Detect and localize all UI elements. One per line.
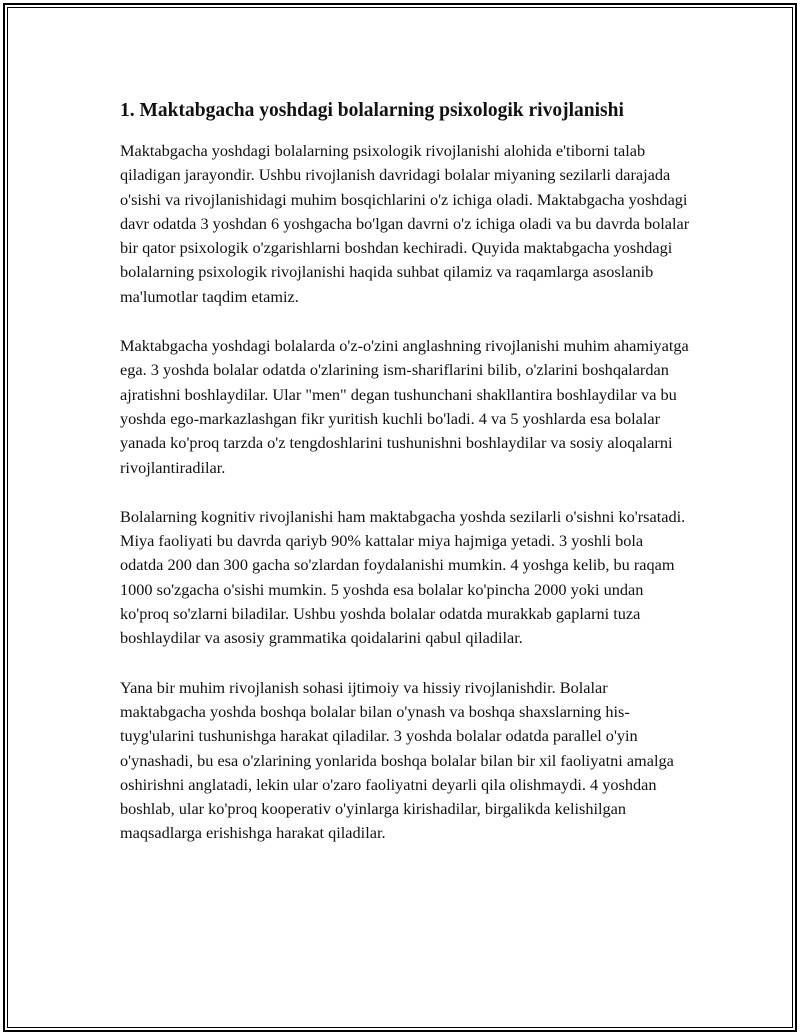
paragraph-cognitive: Bolalarning kognitiv rivojlanishi ham maktabgacha yoshda sezilarli o'sishni ko'rsatadi. Miya faoliyati bu davrda qariyb 90% kattalar miya hajmiga yetadi. 3 yoshli bola odatda 200 dan 300 gacha so'zlardan foydalanishi mumkin. 4 yoshga kelib, bu raqam 1000 so'zgacha o'sishi mumkin. 5 yoshda esa bolalar ko'pincha 2000 yoki undan ko'proq so'zlarni biladilar. Ushbu yoshda bolalar odatda murakkab gaplarni tuza boshlaydilar va asosiy grammatika qoidalarini qabul qiladilar. xyxy=(120,506,686,648)
paragraph-intro: Maktabgacha yoshdagi bolalarning psixologik rivojlanishi alohida e'tiborni talab qiladigan jarayondir. Ushbu rivojlanish davridagi bolalar miyaning sezilarli darajada o'sishi va rivojlanishidagi muhim bosqichlarini o'z ichiga oladi. Maktabgacha yoshdagi davr odatda 3 yoshdan 6 yoshgacha bo'lgan davrni o'z ichiga oladi va bu davrda bolalar bir qator psixologik o'zgarishlarni boshdan kechiradi. Quyida maktabgacha yoshdagi bolalarning psixologik rivojlanishi haqida suhbat qilamiz va raqamlarga asoslanib ma'lumotlar taqdim etamiz. xyxy=(120,141,690,306)
paragraph-social-emotional: Yana bir muhim rivojlanish sohasi ijtimoiy va hissiy rivojlanishdir. Bolalar maktabgacha yoshda boshqa bolalar bilan o'ynash va boshqa shaxslarning his-tuyg'ularini tushunishga harakat qiladilar. 3 yoshda bolalar odatda parallel o'yin o'ynashadi, bu esa o'zlarining yonlarida boshqa bolalar bilan bir xil faoliyatni amalga oshirishni anglatadi, lekin ular o'zaro faoliyatni deyarli qila olishmaydi. 4 yoshdan boshlab, ular ko'proq kooperativ o'yinlarga kirishadilar, birgalikda kelishilgan maqsadlarga erishishga harakat qiladilar. xyxy=(120,677,674,843)
document-page xyxy=(3,3,797,1032)
paragraph-self-awareness: Maktabgacha yoshdagi bolalarda o'z-o'zini anglashning rivojlanishi muhim ahamiyatga ega. 3 yoshda bolalar odatda o'zlarining ism-shariflarini bilib, o'zlarini boshqalardan ajratishni boshlaydilar. Ular "men" degan tushunchani shakllantira boshlaydilar va bu yoshda ego-markazlashgan fikr yuritish kuchli bo'ladi. 4 va 5 yoshlarda esa bolalar yanada ko'proq tarzda o'z tengdoshlarini tushunishni boshlaydilar va sosiy aloqalarni rivojlantiradilar. xyxy=(120,336,689,477)
document-title: 1. Maktabgacha yoshdagi bolalarning psixologik rivojlanishi xyxy=(120,100,624,121)
document-content xyxy=(120,97,690,871)
